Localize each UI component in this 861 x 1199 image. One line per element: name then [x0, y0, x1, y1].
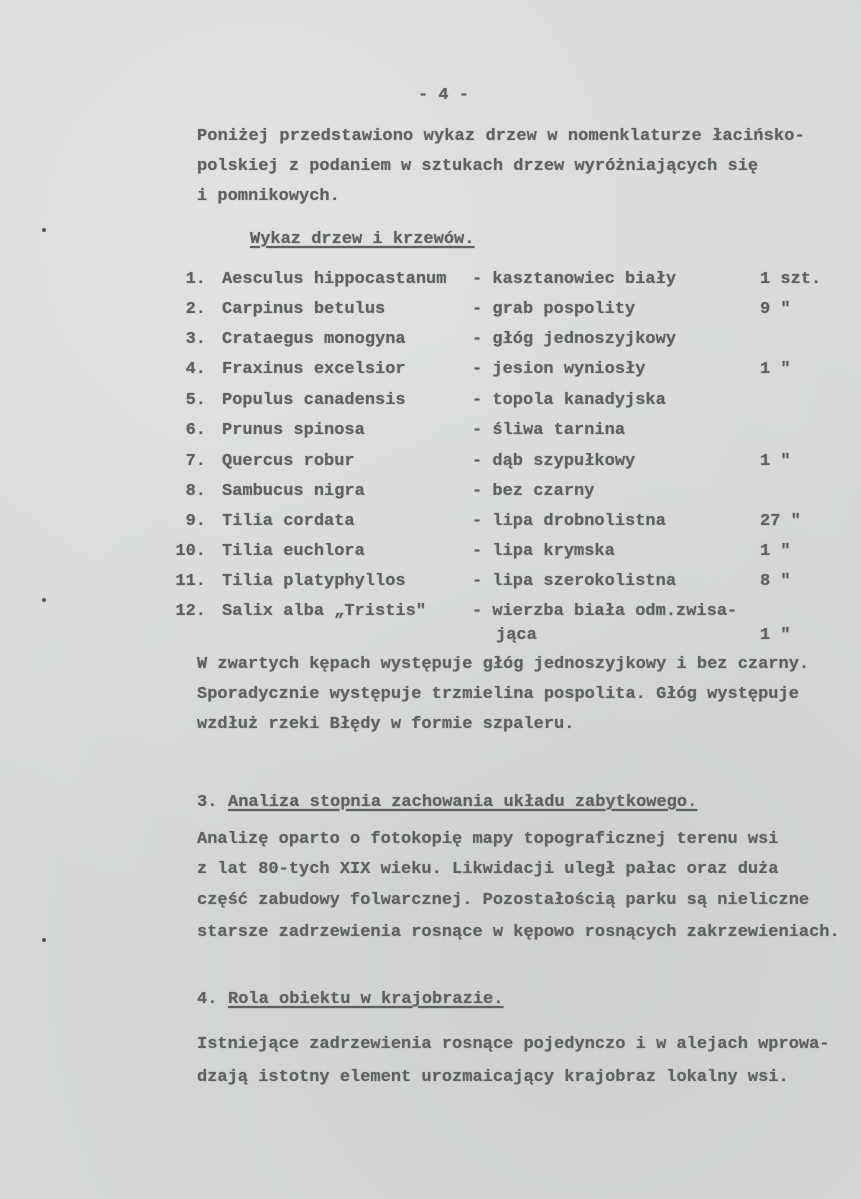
- section4-line: dzają istotny element urozmaicający krajobraz lokalny wsi.: [197, 1068, 789, 1087]
- shrubs-line: Sporadycznie występuje trzmielina pospolita. Głóg występuje: [197, 685, 799, 704]
- list-item-continuation: [0, 626, 861, 648]
- shrubs-line: W zwartych kępach występuje głóg jednoszyjkowy i bez czarny.: [197, 655, 810, 674]
- punch-mark: [42, 228, 46, 232]
- intro-line: Poniżej przedstawiono wykaz drzew w nomenklaturze łacińsko-: [197, 127, 805, 146]
- latin-name: Populus canadensis: [222, 391, 406, 410]
- item-number: 12.: [175, 602, 206, 621]
- list-item: [0, 512, 861, 534]
- intro-line: polskiej z podaniem w sztukach drzew wyróżniających się: [197, 157, 759, 176]
- count: 9 ": [760, 300, 791, 319]
- list-item: [0, 572, 861, 594]
- list-item: [0, 421, 861, 443]
- section3-line: Analizę oparto o fotokopię mapy topograficznej terenu wsi: [197, 830, 779, 849]
- count: 1 ": [760, 452, 791, 471]
- polish-name: - głóg jednoszyjkowy: [472, 330, 677, 349]
- intro-line: i pomnikowych.: [197, 187, 340, 206]
- latin-name: Carpinus betulus: [222, 300, 386, 319]
- item-number: 9.: [185, 512, 206, 531]
- shrubs-line: wzdłuż rzeki Błędy w formie szpaleru.: [197, 715, 575, 734]
- punch-mark: [42, 938, 46, 942]
- polish-name: - grab pospolity: [472, 300, 636, 319]
- section3-heading: Analiza stopnia zachowania układu zabytkowego.: [228, 793, 698, 812]
- polish-name: - wierzba biała odm.zwisa-: [472, 602, 738, 621]
- list-item: [0, 391, 861, 413]
- latin-name: Sambucus nigra: [222, 482, 365, 501]
- item-number: 10.: [175, 542, 206, 561]
- count: 1 ": [760, 542, 791, 561]
- count: 27 ": [760, 512, 801, 531]
- page-number: - 4 -: [418, 86, 470, 105]
- polish-name: - lipa drobnolistna: [472, 512, 666, 531]
- section3-line: część zabudowy folwarcznej. Pozostałością parku są nieliczne: [197, 891, 810, 910]
- item-number: 2.: [185, 300, 206, 319]
- item-number: 6.: [185, 421, 206, 440]
- section4-number: 4.: [197, 990, 218, 1009]
- list-heading: Wykaz drzew i krzewów.: [250, 230, 475, 249]
- polish-name: - lipa krymska: [472, 542, 615, 561]
- section3-number: 3.: [197, 793, 218, 812]
- polish-name: - śliwa tarnina: [472, 421, 626, 440]
- polish-name: jąca: [496, 626, 537, 645]
- item-number: 4.: [185, 360, 206, 379]
- list-item: [0, 542, 861, 564]
- section4-line: Istniejące zadrzewienia rosnące pojedynczo i w alejach wprowa-: [197, 1035, 830, 1054]
- item-number: 11.: [175, 572, 206, 591]
- polish-name: - jesion wyniosły: [472, 360, 646, 379]
- count: 1 ": [760, 360, 791, 379]
- section3-line: z lat 80-tych XIX wieku. Likwidacji uległ pałac oraz duża: [197, 860, 779, 879]
- latin-name: Tilia cordata: [222, 512, 355, 531]
- latin-name: Salix alba „Tristis": [222, 602, 427, 621]
- latin-name: Aesculus hippocastanum: [222, 270, 447, 289]
- item-number: 8.: [185, 482, 206, 501]
- list-item: [0, 482, 861, 504]
- item-number: 7.: [185, 452, 206, 471]
- list-item: [0, 330, 861, 352]
- latin-name: Fraxinus excelsior: [222, 360, 406, 379]
- latin-name: Prunus spinosa: [222, 421, 365, 440]
- polish-name: - dąb szypułkowy: [472, 452, 636, 471]
- polish-name: - bez czarny: [472, 482, 595, 501]
- polish-name: - kasztanowiec biały: [472, 270, 677, 289]
- count: 8 ": [760, 572, 791, 591]
- polish-name: - topola kanadyjska: [472, 391, 666, 410]
- list-item: [0, 270, 861, 292]
- latin-name: Quercus robur: [222, 452, 355, 471]
- list-item: [0, 360, 861, 382]
- list-item: [0, 452, 861, 474]
- latin-name: Tilia euchlora: [222, 542, 365, 561]
- latin-name: Tilia platyphyllos: [222, 572, 406, 591]
- section4-heading: Rola obiektu w krajobrazie.: [228, 990, 504, 1009]
- polish-name: - lipa szerokolistna: [472, 572, 677, 591]
- list-item: [0, 602, 861, 624]
- list-item: [0, 300, 861, 322]
- count: 1 szt.: [760, 270, 822, 289]
- item-number: 5.: [185, 391, 206, 410]
- item-number: 3.: [185, 330, 206, 349]
- count: 1 ": [760, 626, 791, 645]
- latin-name: Crataegus monogyna: [222, 330, 406, 349]
- item-number: 1.: [185, 270, 206, 289]
- section3-line: starsze zadrzewienia rosnące w kępowo rosnących zakrzewieniach.: [197, 923, 840, 942]
